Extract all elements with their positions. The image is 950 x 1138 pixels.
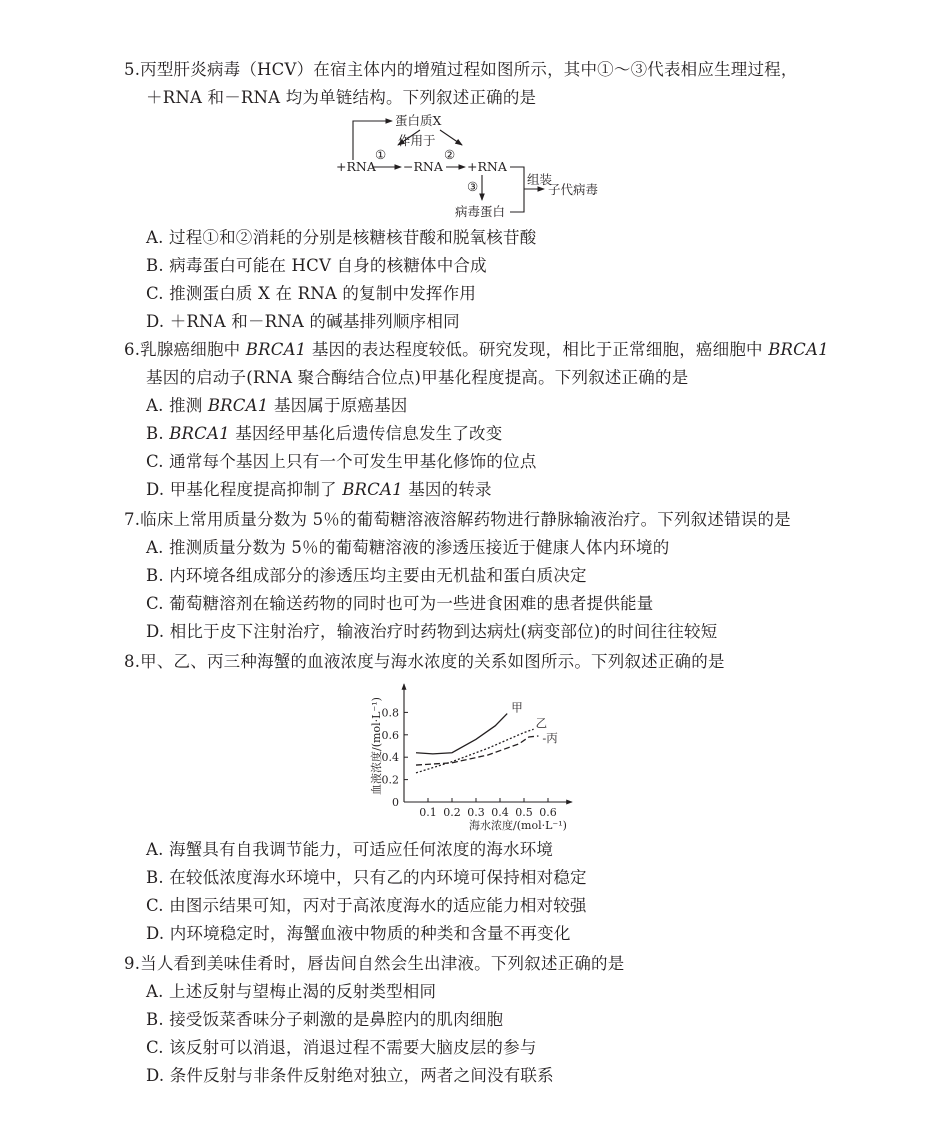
x-tick-label: 0.6 bbox=[539, 806, 557, 819]
x-tick-label: 0.3 bbox=[467, 806, 485, 819]
label-minus-rna: −RNA bbox=[403, 159, 443, 174]
y-tick-label: 0.8 bbox=[381, 706, 399, 720]
x-axis-label: 海水浓度/(mol·L⁻¹) bbox=[469, 819, 567, 832]
q7-option-c: C. 葡萄糖溶剂在输送药物的同时也可为一些进食困难的患者提供能量 bbox=[146, 594, 654, 613]
y-tick-label: 0.2 bbox=[381, 773, 399, 787]
q6-stem-line1: 6.乳腺癌细胞中 BRCA1 基因的表达程度较低。研究发现，相比于正常细胞，癌细胞中 BRCA1 bbox=[124, 340, 829, 359]
q5-option-c: C. 推测蛋白质 X 在 RNA 的复制中发挥作用 bbox=[146, 284, 477, 303]
q8-option-c: C. 由图示结果可知，丙对于高浓度海水的适应能力相对较强 bbox=[146, 896, 587, 915]
x-tick-label: 0.1 bbox=[419, 806, 437, 819]
assembly-bracket bbox=[510, 167, 524, 212]
q5-option-a: A. 过程①和②消耗的分别是核糖核苷酸和脱氧核苷酸 bbox=[146, 228, 537, 247]
q5-stem-line1: 5.丙型肝炎病毒（HCV）在宿主体内的增殖过程如图所示，其中①～③代表相应生理过程， bbox=[124, 60, 798, 79]
label-acts-on: 作用于 bbox=[398, 133, 436, 148]
x-tick-label: 0.2 bbox=[443, 806, 461, 819]
label-step3: ③ bbox=[467, 179, 479, 194]
gene-name: BRCA1 bbox=[768, 340, 829, 359]
blood-vs-seawater-chart bbox=[360, 676, 600, 836]
label-progeny-virus: 子代病毒 bbox=[548, 182, 599, 197]
q7-stem: 7.临床上常用质量分数为 5％的葡萄糖溶液溶解药物进行静脉输液治疗。下列叙述错误的是 bbox=[124, 510, 791, 529]
label-step1: ① bbox=[375, 147, 387, 162]
q5-option-b: B. 病毒蛋白可能在 HCV 自身的核糖体中合成 bbox=[146, 256, 487, 275]
q8-option-b: B. 在较低浓度海水环境中，只有乙的内环境可保持相对稳定 bbox=[146, 868, 587, 887]
q8-option-a: A. 海蟹具有自我调节能力，可适应任何浓度的海水环境 bbox=[146, 840, 554, 859]
label-plus-rna-replicated: +RNA bbox=[467, 159, 507, 174]
q7-option-a: A. 推测质量分数为 5％的葡萄糖溶液的渗透压接近于健康人体内环境的 bbox=[146, 538, 670, 557]
q7-option-b: B. 内环境各组成部分的渗透压均主要由无机盐和蛋白质决定 bbox=[146, 566, 587, 585]
q8-option-d: D. 内环境稳定时，海蟹血液中物质的种类和含量不再变化 bbox=[146, 924, 571, 943]
series-line-3 bbox=[416, 736, 538, 765]
q6-option-b: B. BRCA1 基因经甲基化后遗传信息发生了改变 bbox=[146, 424, 503, 443]
origin-label: 0 bbox=[392, 796, 399, 809]
label-plus-rna-start: +RNA bbox=[336, 159, 376, 174]
q6-option-a: A. 推测 BRCA1 基因属于原癌基因 bbox=[146, 396, 408, 415]
q9-option-c: C. 该反射可以消退，消退过程不需要大脑皮层的参与 bbox=[146, 1038, 537, 1057]
q5-option-d: D. ＋RNA 和－RNA 的碱基排列顺序相同 bbox=[146, 312, 460, 331]
label-assembly: 组装 bbox=[527, 172, 553, 187]
label-step2: ② bbox=[444, 147, 456, 162]
y-axis-label: 血液浓度/(mol·L⁻¹) bbox=[370, 697, 383, 795]
q5-stem-line2: ＋RNA 和－RNA 均为单链结构。下列叙述正确的是 bbox=[146, 88, 537, 107]
q9-option-d: D. 条件反射与非条件反射绝对独立，两者之间没有联系 bbox=[146, 1066, 554, 1085]
q9-option-a: A. 上述反射与望梅止渴的反射类型相同 bbox=[146, 982, 437, 1001]
label-viral-protein: 病毒蛋白 bbox=[455, 204, 506, 219]
q6-option-c: C. 通常每个基因上只有一个可发生甲基化修饰的位点 bbox=[146, 452, 537, 471]
y-tick-label: 0.4 bbox=[381, 751, 399, 765]
x-tick-label: 0.4 bbox=[491, 806, 509, 819]
q9-option-b: B. 接受饭菜香味分子刺激的是鼻腔内的肌肉细胞 bbox=[146, 1010, 504, 1029]
gene-name: BRCA1 bbox=[342, 480, 403, 499]
series-label: 甲 bbox=[511, 700, 523, 715]
q7-option-d: D. 相比于皮下注射治疗，输液治疗时药物到达病灶(病变部位)的时间往往较短 bbox=[146, 622, 718, 641]
series-line-1 bbox=[416, 714, 507, 754]
series-line-2 bbox=[416, 729, 534, 773]
q6-option-d: D. 甲基化程度提高抑制了 BRCA1 基因的转录 bbox=[146, 480, 492, 499]
series-label: -丙 bbox=[542, 730, 558, 745]
gene-name: BRCA1 bbox=[207, 396, 269, 415]
label-protein-x: 蛋白质X bbox=[395, 113, 442, 128]
q8-stem: 8.甲、乙、丙三种海蟹的血液浓度与海水浓度的关系如图所示。下列叙述正确的是 bbox=[124, 652, 725, 671]
q6-stem-line2: 基因的启动子(RNA 聚合酶结合位点)甲基化程度提高。下列叙述正确的是 bbox=[146, 368, 689, 387]
arrow-acts-on-step2 bbox=[440, 130, 462, 145]
x-tick-label: 0.5 bbox=[515, 806, 533, 819]
y-tick-label: 0.6 bbox=[381, 728, 399, 742]
gene-name: BRCA1 bbox=[245, 340, 307, 359]
hcv-replication-diagram bbox=[320, 108, 640, 226]
series-label: 乙 bbox=[535, 716, 548, 731]
gene-name: BRCA1 bbox=[169, 424, 230, 443]
q9-stem: 9.当人看到美味佳肴时，唇齿间自然会生出津液。下列叙述正确的是 bbox=[124, 954, 625, 973]
